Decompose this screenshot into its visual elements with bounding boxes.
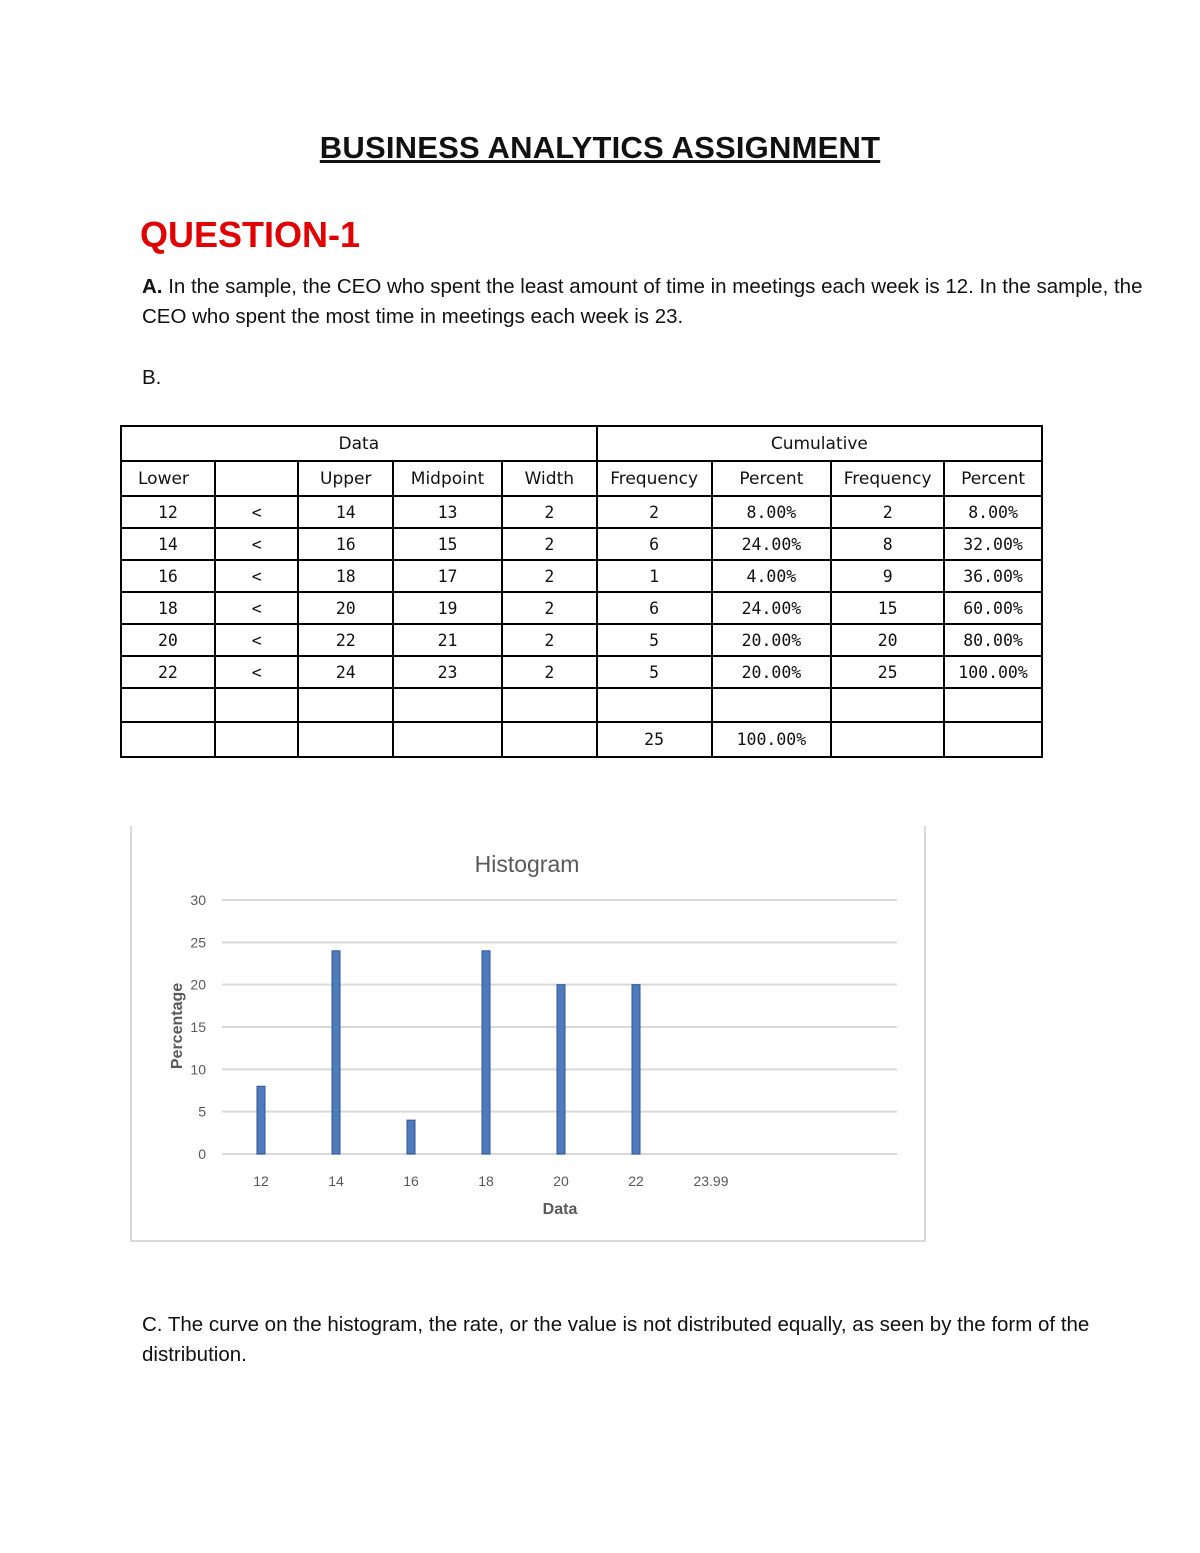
- column-header: Width: [502, 461, 597, 496]
- table-cell: 2: [502, 656, 597, 688]
- column-header-row: [121, 461, 1042, 496]
- column-header: Upper: [298, 461, 393, 496]
- table-cell: 20.00%: [712, 656, 832, 688]
- part-a-paragraph: [142, 272, 1172, 332]
- y-tick-label: 30: [190, 892, 206, 908]
- table-cell: 15: [393, 528, 502, 560]
- table-cell: 4.00%: [712, 560, 832, 592]
- table-cell: 5: [597, 624, 712, 656]
- table-cell: 100.00%: [944, 656, 1042, 688]
- histogram-bar: [632, 985, 640, 1154]
- table-cell: [298, 688, 393, 722]
- column-header: Lower: [121, 461, 215, 496]
- table-cell: 20: [298, 592, 393, 624]
- table-cell: 14: [298, 496, 393, 528]
- histogram-chart: [130, 826, 926, 1242]
- table-cell: 2: [831, 496, 944, 528]
- table-cell: [298, 722, 393, 757]
- table-cell: 16: [298, 528, 393, 560]
- table-cell: [597, 688, 712, 722]
- table-cell: [502, 688, 597, 722]
- table-cell: 21: [393, 624, 502, 656]
- histogram-bar: [482, 951, 490, 1154]
- question-heading: QUESTION-1: [140, 214, 361, 255]
- table-row: [121, 624, 1042, 656]
- histogram-bar: [557, 985, 565, 1154]
- table-cell: 100.00%: [712, 722, 832, 757]
- table-cell: [712, 688, 832, 722]
- table-cell: 13: [393, 496, 502, 528]
- x-tick-label: 23.99: [693, 1173, 729, 1189]
- histogram-bar: [332, 951, 340, 1154]
- histogram-bar: [257, 1086, 265, 1154]
- x-tick-label: 12: [253, 1173, 269, 1189]
- table-cell: 18: [298, 560, 393, 592]
- table-cell: [831, 722, 944, 757]
- column-header: Frequency: [831, 461, 944, 496]
- x-tick-label: 18: [478, 1173, 494, 1189]
- table-cell: 25: [831, 656, 944, 688]
- table-cell: 9: [831, 560, 944, 592]
- table-cell: 18: [121, 592, 215, 624]
- histogram-svg: [132, 826, 924, 1240]
- table-cell: 24.00%: [712, 592, 832, 624]
- table-cell: <: [215, 496, 299, 528]
- table-cell: [502, 722, 597, 757]
- table-cell: 15: [831, 592, 944, 624]
- table-cell: [121, 688, 215, 722]
- x-tick-label: 20: [553, 1173, 569, 1189]
- y-tick-label: 25: [190, 934, 206, 951]
- table-cell: 2: [502, 496, 597, 528]
- table-row: [121, 592, 1042, 624]
- y-tick-label: 20: [190, 976, 206, 993]
- x-tick-label: 14: [328, 1173, 344, 1189]
- table-cell: 17: [393, 560, 502, 592]
- table-cell: 2: [597, 496, 712, 528]
- part-c-paragraph: C. The curve on the histogram, the rate, or the value is not distributed equally, as seen by the form of the distribution.: [142, 1313, 1090, 1366]
- table-cell: 20: [831, 624, 944, 656]
- y-axis-label: Percentage: [169, 982, 186, 1070]
- table-cell: <: [215, 624, 299, 656]
- table-cell: 22: [298, 624, 393, 656]
- table-cell: [944, 688, 1042, 722]
- y-tick-label: 5: [198, 1103, 206, 1120]
- table-cell: 5: [597, 656, 712, 688]
- table-cell: 16: [121, 560, 215, 592]
- table-cell: 2: [502, 624, 597, 656]
- column-header: Percent: [712, 461, 832, 496]
- table-cell: [215, 688, 299, 722]
- document-title: BUSINESS ANALYTICS ASSIGNMENT: [319, 130, 881, 165]
- x-tick-label: 22: [628, 1173, 644, 1189]
- table-cell: [944, 722, 1042, 757]
- column-header: [215, 461, 299, 496]
- table-cell: 2: [502, 592, 597, 624]
- table-cell: 22: [121, 656, 215, 688]
- table-cell: [121, 722, 215, 757]
- table-cell: [393, 722, 502, 757]
- table-cell: 8.00%: [712, 496, 832, 528]
- table-row: [121, 722, 1042, 757]
- table-cell: [831, 688, 944, 722]
- column-header: Midpoint: [393, 461, 502, 496]
- table-cell: 6: [597, 592, 712, 624]
- histogram-bar: [407, 1120, 415, 1154]
- table-cell: 8: [831, 528, 944, 560]
- table-cell: 19: [393, 592, 502, 624]
- column-header: Frequency: [597, 461, 712, 496]
- table-cell: <: [215, 528, 299, 560]
- table-cell: <: [215, 560, 299, 592]
- table-cell: 20: [121, 624, 215, 656]
- table-row: [121, 688, 1042, 722]
- table-cell: 14: [121, 528, 215, 560]
- table-cell: [215, 722, 299, 757]
- part-a-label: A.: [142, 275, 163, 298]
- y-tick-label: 10: [190, 1061, 206, 1078]
- cumulative-group-header: Cumulative: [597, 426, 1042, 461]
- table-cell: 36.00%: [944, 560, 1042, 592]
- table-row: [121, 656, 1042, 688]
- table-cell: 25: [597, 722, 712, 757]
- part-a-text: In the sample, the CEO who spent the least amount of time in meetings each week is 12. In the sample, the CEO who spent the most time in meetings each week is 23.: [142, 275, 1143, 328]
- table-cell: 12: [121, 496, 215, 528]
- table-row: [121, 496, 1042, 528]
- table-cell: 24.00%: [712, 528, 832, 560]
- table-cell: 32.00%: [944, 528, 1042, 560]
- table-cell: <: [215, 656, 299, 688]
- frequency-table: [120, 425, 1043, 758]
- table-cell: 2: [502, 528, 597, 560]
- table-row: [121, 528, 1042, 560]
- y-tick-label: 0: [198, 1146, 206, 1162]
- table-cell: 6: [597, 528, 712, 560]
- table-cell: 1: [597, 560, 712, 592]
- y-tick-label: 15: [190, 1019, 206, 1035]
- table-cell: 24: [298, 656, 393, 688]
- chart-title: Histogram: [474, 851, 580, 877]
- table-cell: 2: [502, 560, 597, 592]
- x-axis-label: Data: [542, 1201, 578, 1218]
- table-cell: [393, 688, 502, 722]
- table-row: [121, 560, 1042, 592]
- table-cell: 20.00%: [712, 624, 832, 656]
- table-cell: <: [215, 592, 299, 624]
- part-b-label: B.: [142, 366, 162, 389]
- table-cell: 60.00%: [944, 592, 1042, 624]
- data-group-header: Data: [121, 426, 597, 461]
- table-cell: 80.00%: [944, 624, 1042, 656]
- table-cell: 23: [393, 656, 502, 688]
- table-cell: 8.00%: [944, 496, 1042, 528]
- column-header: Percent: [944, 461, 1042, 496]
- x-tick-label: 16: [403, 1173, 419, 1189]
